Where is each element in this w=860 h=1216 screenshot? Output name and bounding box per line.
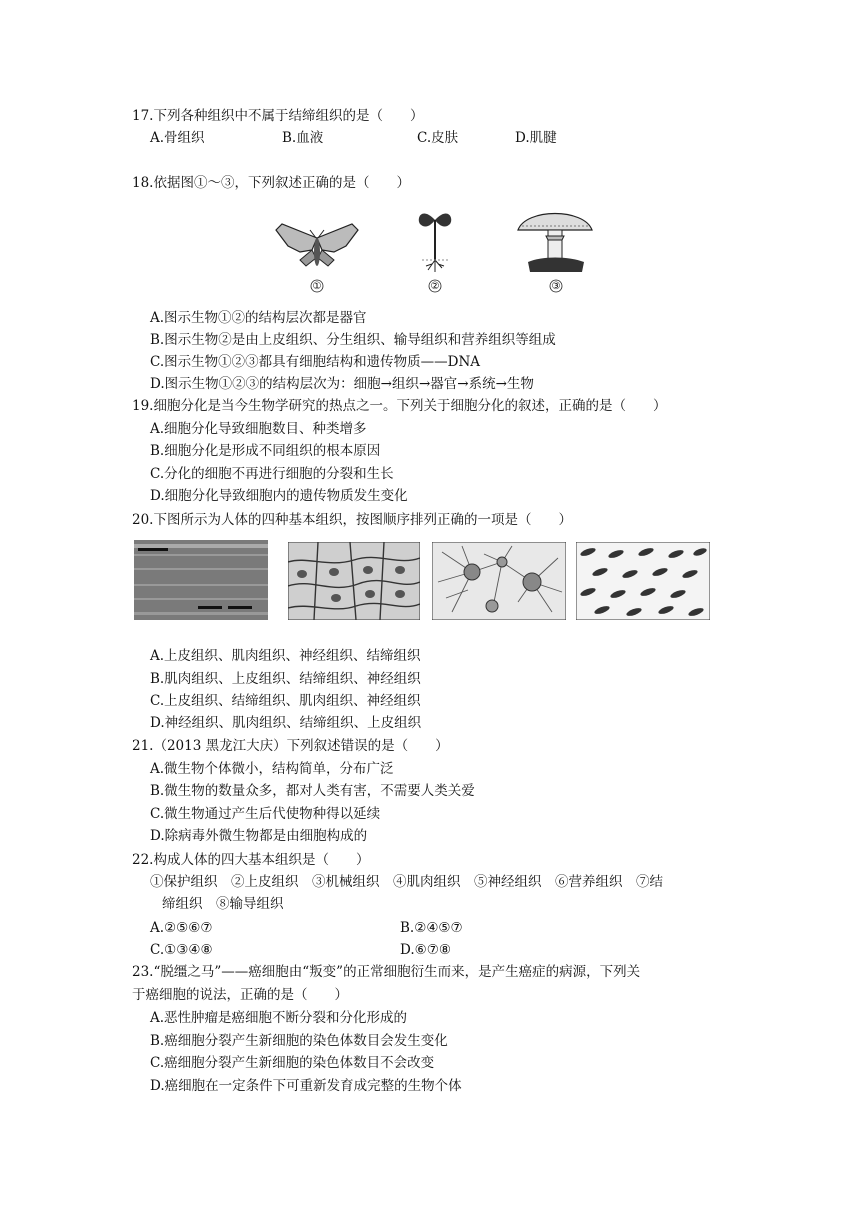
q20-option-c: C.上皮组织、结缔组织、肌肉组织、神经组织 xyxy=(150,693,421,709)
q22-option-c: C.①③④⑧ xyxy=(150,942,213,958)
q23-option-a: A.恶性肿瘤是癌细胞不断分裂和分化形成的 xyxy=(150,1010,408,1026)
q23-option-b: B.癌细胞分裂产生新细胞的染色体数目会发生变化 xyxy=(150,1033,448,1049)
q19-option-c: C.分化的细胞不再进行细胞的分裂和生长 xyxy=(150,466,394,482)
q23-stem-line-1: 23.“脱缰之马”——癌细胞由“叛变”的正常细胞衍生而来，是产生癌症的病源，下列关 xyxy=(132,964,641,980)
figure-label-1: ① xyxy=(312,281,322,292)
q21-option-c: C.微生物通过产生后代使物种得以延续 xyxy=(150,806,381,822)
q19-option-d: D.细胞分化导致细胞内的遗传物质发生变化 xyxy=(150,488,408,504)
q19-stem: 19.细胞分化是当今生物学研究的热点之一。下列关于细胞分化的叙述，正确的是（ ） xyxy=(132,398,667,414)
q23-option-d: D.癌细胞在一定条件下可重新发育成完整的生物个体 xyxy=(150,1078,462,1094)
q23-stem-line-2: 于癌细胞的说法，正确的是（ ） xyxy=(132,987,348,1003)
q22-stem: 22.构成人体的四大基本组织是（ ） xyxy=(132,852,370,868)
q19-option-b: B.细胞分化是形成不同组织的根本原因 xyxy=(150,443,381,459)
figure-label-3: ③ xyxy=(551,281,561,292)
q18-option-c: C.图示生物①②③都具有细胞结构和遗传物质——DNA xyxy=(150,354,481,370)
muscle-tissue-figure xyxy=(134,540,268,620)
nervous-tissue-figure xyxy=(432,542,566,620)
q21-option-d: D.除病毒外微生物都是由细胞构成的 xyxy=(150,828,368,844)
q20-option-a: A.上皮组织、肌肉组织、神经组织、结缔组织 xyxy=(150,648,421,664)
q21-option-a: A.微生物个体微小，结构简单，分布广泛 xyxy=(150,761,394,777)
q17-option-c: C.皮肤 xyxy=(417,130,459,146)
q18-option-b: B.图示生物②是由上皮组织、分生组织、输导组织和营养组织等组成 xyxy=(150,332,556,348)
q17-option-a: A.骨组织 xyxy=(150,130,205,146)
q22-option-a: A.②⑤⑥⑦ xyxy=(150,920,213,936)
q18-stem: 18.依据图①～③，下列叙述正确的是（ ） xyxy=(132,175,410,191)
q22-items-line-1: ①保护组织 ②上皮组织 ③机械组织 ④肌肉组织 ⑤神经组织 ⑥营养组织 ⑦结 xyxy=(150,874,663,890)
mushroom-figure xyxy=(512,204,598,296)
q21-stem: 21.（2013 黑龙江大庆）下列叙述错误的是（ ） xyxy=(132,738,449,754)
q17-stem: 17.下列各种组织中不属于结缔组织的是（ ） xyxy=(132,108,424,124)
connective-tissue-figure xyxy=(576,542,710,620)
q23-option-c: C.癌细胞分裂产生新细胞的染色体数目不会改变 xyxy=(150,1055,435,1071)
q20-option-b: B.肌肉组织、上皮组织、结缔组织、神经组织 xyxy=(150,671,421,687)
q17-option-d: D.肌腱 xyxy=(515,130,557,146)
moth-figure xyxy=(272,216,362,296)
figure-label-2: ② xyxy=(430,281,440,292)
seedling-figure xyxy=(410,204,460,296)
q19-option-a: A.细胞分化导致细胞数目、种类增多 xyxy=(150,421,367,437)
q18-option-a: A.图示生物①②的结构层次都是器官 xyxy=(150,310,367,326)
q18-option-d: D.图示生物①②③的结构层次为：细胞→组织→器官→系统→生物 xyxy=(150,376,534,392)
q22-option-b: B.②④⑤⑦ xyxy=(400,920,463,936)
q21-option-b: B.微生物的数量众多，都对人类有害，不需要人类关爱 xyxy=(150,783,475,799)
q22-items-line-2: 缔组织 ⑧输导组织 xyxy=(162,896,284,912)
epithelial-tissue-figure xyxy=(288,542,420,620)
q17-option-b: B.血液 xyxy=(282,130,324,146)
q22-option-d: D.⑥⑦⑧ xyxy=(400,942,451,958)
q20-stem: 20.下图所示为人体的四种基本组织，按图顺序排列正确的一项是（ ） xyxy=(132,512,572,528)
q20-option-d: D.神经组织、肌肉组织、结缔组织、上皮组织 xyxy=(150,715,422,731)
